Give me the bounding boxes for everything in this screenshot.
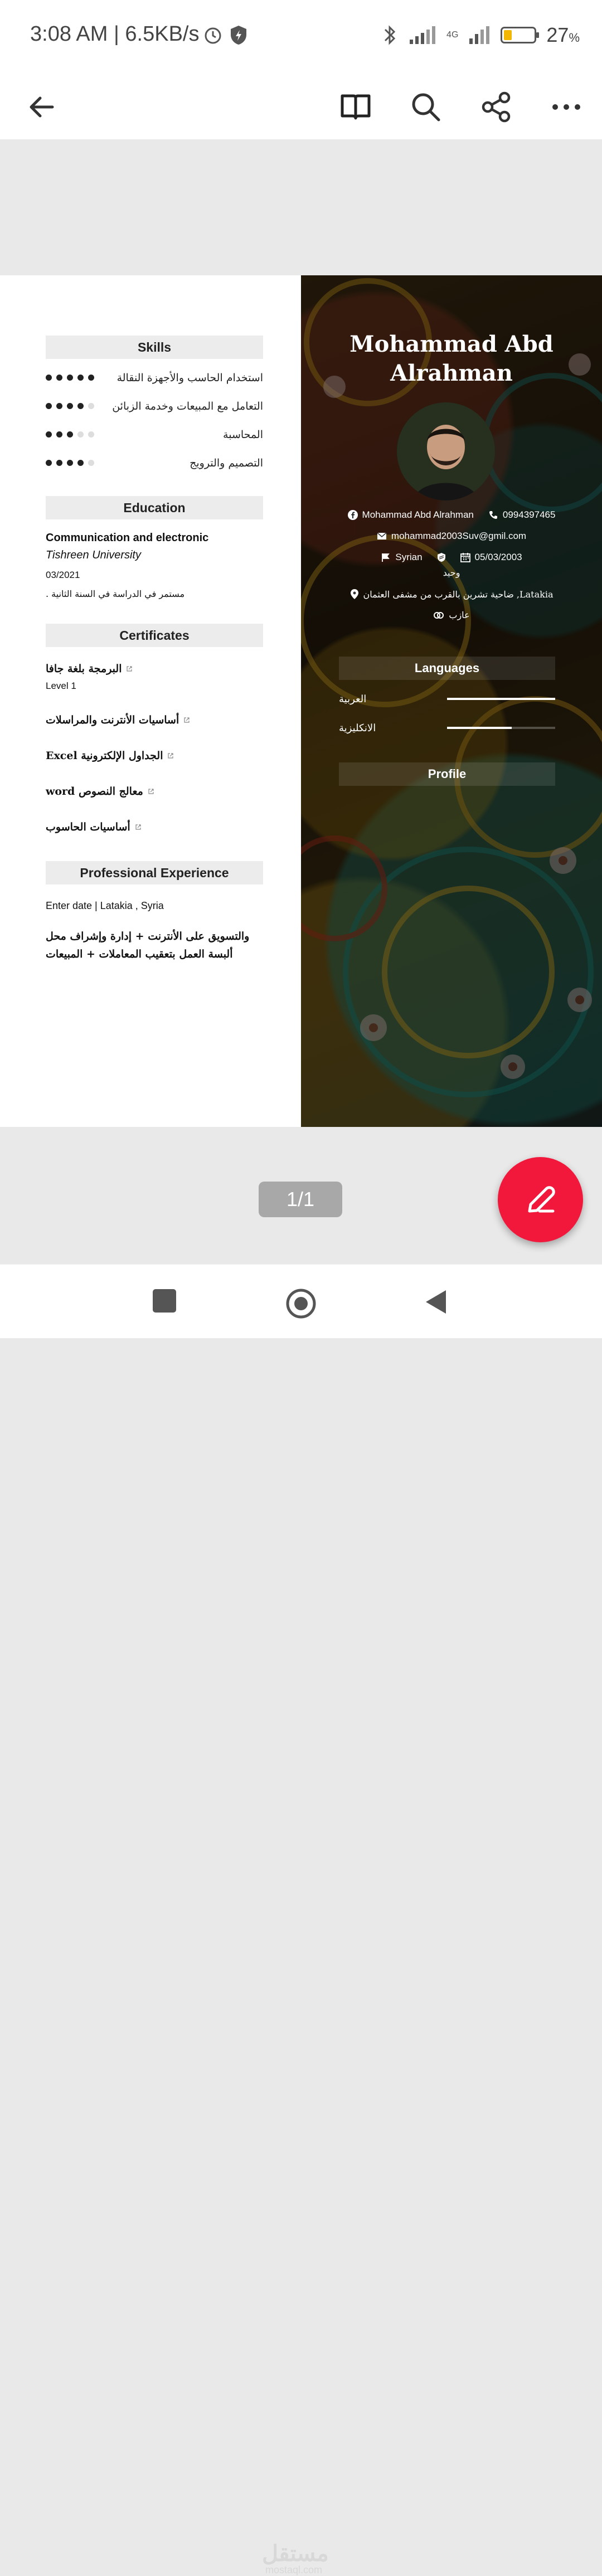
share-icon[interactable] [478, 89, 514, 125]
back-button[interactable] [423, 1288, 450, 1316]
phone-icon [488, 510, 498, 520]
bluetooth-icon [382, 24, 399, 46]
status-time: 3:08 AM | 6.5KB/s [30, 22, 200, 46]
certificate-name: الجداول الإلكترونية Excel [46, 750, 163, 762]
flag-icon [381, 552, 391, 562]
education-university: Tishreen University [46, 549, 141, 561]
skill-dot [56, 375, 62, 381]
education-heading: Education [46, 496, 263, 519]
facebook-icon [348, 510, 358, 520]
search-icon[interactable] [408, 89, 444, 125]
skill-dot [77, 460, 84, 466]
skills-heading: Skills [46, 336, 263, 359]
skill-dot [67, 460, 73, 466]
location-pin-icon [350, 589, 359, 600]
certificate-name: أساسيات الأنترنت والمراسلات [46, 714, 179, 726]
skill-dot [67, 403, 73, 409]
signal-icon [409, 25, 436, 45]
certificate-item[interactable] [46, 750, 263, 762]
language-level-bar [447, 698, 555, 700]
military-status: وحيد [443, 567, 460, 578]
skill-label: المحاسبة [223, 428, 263, 441]
watermark-url: mostaql.com [265, 2564, 323, 2575]
marital-status: عازب [449, 610, 470, 620]
certificate-item[interactable] [46, 663, 263, 692]
certificate-name: أساسيات الحاسوب [46, 821, 130, 833]
status-icons [382, 22, 580, 48]
rings-icon [433, 611, 444, 619]
contact-row-5 [301, 610, 602, 620]
certificates-heading: Certificates [46, 624, 263, 647]
education-note: مستمر في الدراسة في السنة الثانية . [46, 589, 185, 599]
skill-dot [46, 431, 52, 438]
address: ضاحية تشرين بالقرب من مشفى العثمان ,Latakia [363, 589, 554, 600]
skill-row [46, 449, 263, 477]
skill-dot [88, 460, 94, 466]
certificate-name: البرمجة بلغة جافا [46, 663, 122, 675]
birthdate: 05/03/2003 [474, 552, 522, 562]
back-arrow-icon[interactable] [25, 89, 60, 125]
profile-photo [397, 402, 495, 500]
certificate-name: معالج النصوص word [46, 785, 143, 798]
skill-level-dots [46, 403, 94, 409]
contact-row-3 [301, 552, 602, 563]
contact-row-1 [301, 509, 602, 521]
experience-date-location: Enter date | Latakia , Syria [46, 900, 164, 911]
network-type: 4G [446, 30, 459, 40]
certificate-item[interactable] [46, 785, 263, 798]
resume-left-column [46, 336, 263, 963]
skill-label: استخدام الحاسب والأجهزة النقالة [116, 371, 263, 384]
language-row [339, 688, 555, 710]
battery-percent: 27% [546, 23, 580, 46]
skill-dot [88, 431, 94, 438]
contact-row-3b [301, 567, 602, 578]
certificate-item[interactable] [46, 821, 263, 833]
shield-bolt-icon [229, 25, 249, 46]
skill-level-dots [46, 460, 94, 466]
certificates-list [46, 663, 263, 833]
language-row [339, 717, 555, 739]
skill-row [46, 420, 263, 449]
skill-dot [88, 403, 94, 409]
external-link-icon [148, 788, 154, 795]
facebook-name: Mohammad Abd Alrahman [362, 509, 474, 520]
email-icon [377, 532, 387, 540]
signal-2-icon [468, 25, 491, 45]
experience-description: والتسويق على الأنترنت + إدارة وإشراف محل ألبسة العمل بتعقيب المعاملات + المبيعات [46, 930, 250, 960]
languages-heading: Languages [339, 657, 555, 680]
app-toolbar [0, 72, 602, 139]
skill-dot [56, 403, 62, 409]
skill-row [46, 363, 263, 392]
skill-dot [46, 375, 52, 381]
experience-heading: Professional Experience [46, 861, 263, 884]
skill-dot [77, 403, 84, 409]
resume-page[interactable] [0, 275, 602, 1127]
edit-pen-icon [523, 1182, 559, 1218]
phone-number: 0994397465 [502, 509, 556, 520]
skill-level-dots [46, 431, 94, 438]
profile-heading: Profile [339, 762, 555, 786]
watermark-logo: مستقل [262, 2541, 329, 2566]
nationality: Syrian [395, 552, 423, 562]
military-service-icon [437, 552, 446, 562]
skill-level-dots [46, 375, 94, 381]
skill-dot [56, 460, 62, 466]
skill-dot [88, 375, 94, 381]
skill-dot [77, 375, 84, 381]
language-name: العربية [339, 693, 367, 705]
home-button[interactable] [285, 1288, 317, 1319]
system-nav-bar [0, 1264, 602, 2575]
skill-label: التعامل مع المبيعات وخدمة الزبائن [112, 400, 263, 412]
certificate-level: Level 1 [46, 681, 76, 691]
skill-dot [46, 403, 52, 409]
battery-icon [501, 27, 536, 43]
viewer-background [0, 139, 602, 275]
skill-dot [67, 431, 73, 438]
skills-list [46, 363, 263, 477]
certificate-item[interactable] [46, 714, 263, 726]
reader-mode-icon[interactable] [338, 89, 373, 125]
skill-dot [56, 431, 62, 438]
education-date: 03/2021 [46, 570, 80, 580]
skill-dot [46, 460, 52, 466]
candidate-name: Mohammad Abd Alrahman [349, 331, 554, 386]
contact-row-4 [301, 589, 602, 600]
contact-row-2 [301, 531, 602, 542]
external-link-icon [183, 717, 190, 723]
alarm-icon [202, 23, 224, 46]
more-icon[interactable] [548, 89, 584, 125]
skill-row [46, 392, 263, 420]
external-link-icon [126, 665, 133, 672]
skill-dot [77, 431, 84, 438]
external-link-icon [167, 752, 174, 759]
skill-dot [67, 375, 73, 381]
recents-button[interactable] [153, 1289, 176, 1313]
education-degree: Communication and electronic [46, 532, 209, 544]
language-name: الانكليزية [339, 722, 376, 734]
education-entry [46, 532, 263, 599]
page-indicator: 1/1 [259, 1182, 342, 1217]
external-link-icon [135, 824, 142, 830]
edit-button[interactable] [498, 1157, 583, 1242]
email-address: mohammad2003Suv@gmil.com [391, 531, 527, 541]
language-level-bar [447, 727, 555, 729]
status-bar [0, 0, 602, 72]
resume-right-column [301, 275, 602, 1127]
skill-label: التصميم والترويج [190, 456, 263, 469]
calendar-icon [460, 552, 470, 562]
